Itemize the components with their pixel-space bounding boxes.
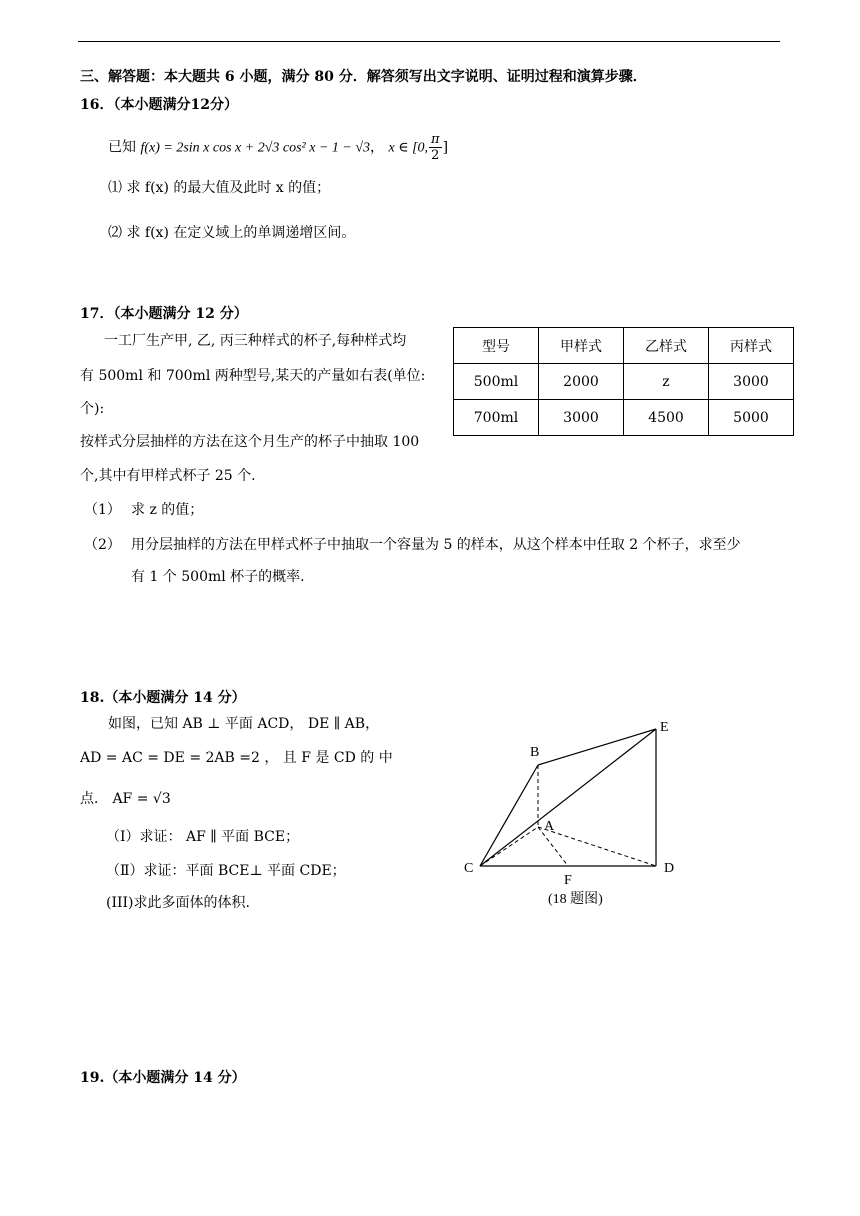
table-cell: 3000 bbox=[539, 400, 624, 436]
q16-title: 16．（本小题满分12分） bbox=[80, 97, 238, 113]
label-b: B bbox=[530, 745, 540, 760]
q17-line1: 一工厂生产甲, 乙, 丙三种样式的杯子,每种样式均 bbox=[104, 333, 407, 349]
q18-line3: 点． AF = √3 bbox=[80, 791, 171, 807]
q18-line1: 如图，已知 AB ⊥ 平面 ACD， DE ∥ AB， bbox=[108, 716, 380, 732]
q16-domain-suffix: ] bbox=[442, 139, 449, 156]
q17-part1: 求 z 的值； bbox=[131, 502, 204, 518]
header-rule bbox=[78, 41, 780, 42]
table-header-row bbox=[454, 328, 794, 364]
q18-figure bbox=[460, 718, 690, 913]
edge-ad-hidden bbox=[538, 827, 656, 866]
table-header-cell: 型号 bbox=[454, 328, 539, 364]
table-header-cell: 丙样式 bbox=[709, 328, 794, 364]
q16-given-prefix: 已知 bbox=[108, 139, 136, 156]
q17-part2-num: （2） bbox=[84, 537, 121, 553]
table-cell: 700ml bbox=[454, 400, 539, 436]
label-d: D bbox=[664, 861, 675, 876]
label-e: E bbox=[660, 720, 669, 735]
q17-line2: 有 500ml 和 700ml 两种型号,某天的产量如右表(单位: bbox=[80, 368, 426, 384]
edge-cb bbox=[480, 765, 538, 866]
q17-part2-line1: 用分层抽样的方法在甲样式杯子中抽取一个容量为 5 的样本，从这个样本中任取 2 个杯子，求至少 bbox=[131, 537, 741, 553]
q17-line3: 个): bbox=[80, 401, 105, 417]
q17-part1-num: （1） bbox=[84, 502, 121, 518]
q17-part2-line2: 有 1 个 500ml 杯子的概率. bbox=[131, 569, 305, 585]
q18-part3: (III)求此多面体的体积. bbox=[106, 895, 250, 911]
q17-title: 17．（本小题满分 12 分） bbox=[80, 306, 248, 322]
q16-domain-num: π bbox=[431, 132, 440, 147]
table-row bbox=[454, 400, 794, 436]
edge-ce bbox=[480, 729, 656, 866]
table-cell: 2000 bbox=[539, 364, 624, 400]
label-a: A bbox=[544, 819, 555, 834]
q16-part2: ⑵ 求 f(x) 在定义域上的单调递增区间。 bbox=[108, 225, 356, 241]
q17-production-table bbox=[453, 327, 794, 436]
q16-domain-den: 2 bbox=[431, 148, 440, 163]
table-cell: 5000 bbox=[709, 400, 794, 436]
label-f: F bbox=[564, 873, 572, 888]
q18-part2: （Ⅱ）求证：平面 BCE⊥ 平面 CDE； bbox=[106, 863, 346, 879]
q16-domain-prefix: x ∈ [0, bbox=[388, 140, 429, 156]
q17-line5: 个,其中有甲样式杯子 25 个. bbox=[80, 468, 256, 484]
table-row bbox=[454, 364, 794, 400]
label-c: C bbox=[464, 861, 474, 876]
table-cell: 4500 bbox=[624, 400, 709, 436]
table-header-cell: 甲样式 bbox=[539, 328, 624, 364]
q19-title: 19.（本小题满分 14 分） bbox=[80, 1070, 246, 1086]
q18-line2: AD = AC = DE = 2AB =2 ， 且 F 是 CD 的 中 bbox=[80, 750, 393, 766]
table-cell: 3000 bbox=[709, 364, 794, 400]
q18-title: 18.（本小题满分 14 分） bbox=[80, 690, 246, 706]
figure-caption: (18 题图) bbox=[548, 892, 603, 907]
q18-part1: （Ⅰ）求证： AF ∥ 平面 BCE； bbox=[106, 829, 300, 845]
q16-part1: ⑴ 求 f(x) 的最大值及此时 x 的值； bbox=[108, 180, 331, 196]
section-heading: 三、解答题：本大题共 6 小题，满分 80 分．解答须写出文字说明、证明过程和演算步骤． bbox=[80, 69, 647, 85]
edge-be bbox=[538, 729, 656, 765]
edge-ca-hidden bbox=[480, 827, 538, 866]
q17-line4: 按样式分层抽样的方法在这个月生产的杯子中抽取 100 bbox=[80, 434, 420, 450]
q16-given: 已知 f(x) = 2sin x cos x + 2√3 cos² x − 1 − √3， x ∈ [0, $\frac{\pi}{2}$ ] bbox=[108, 132, 449, 163]
table-cell: 500ml bbox=[454, 364, 539, 400]
q16-function: f(x) = 2sin x cos x + 2√3 cos² x − 1 − √3 bbox=[140, 140, 371, 156]
q16-domain-fraction bbox=[429, 132, 442, 163]
table-header-cell: 乙样式 bbox=[624, 328, 709, 364]
table-cell: z bbox=[624, 364, 709, 400]
